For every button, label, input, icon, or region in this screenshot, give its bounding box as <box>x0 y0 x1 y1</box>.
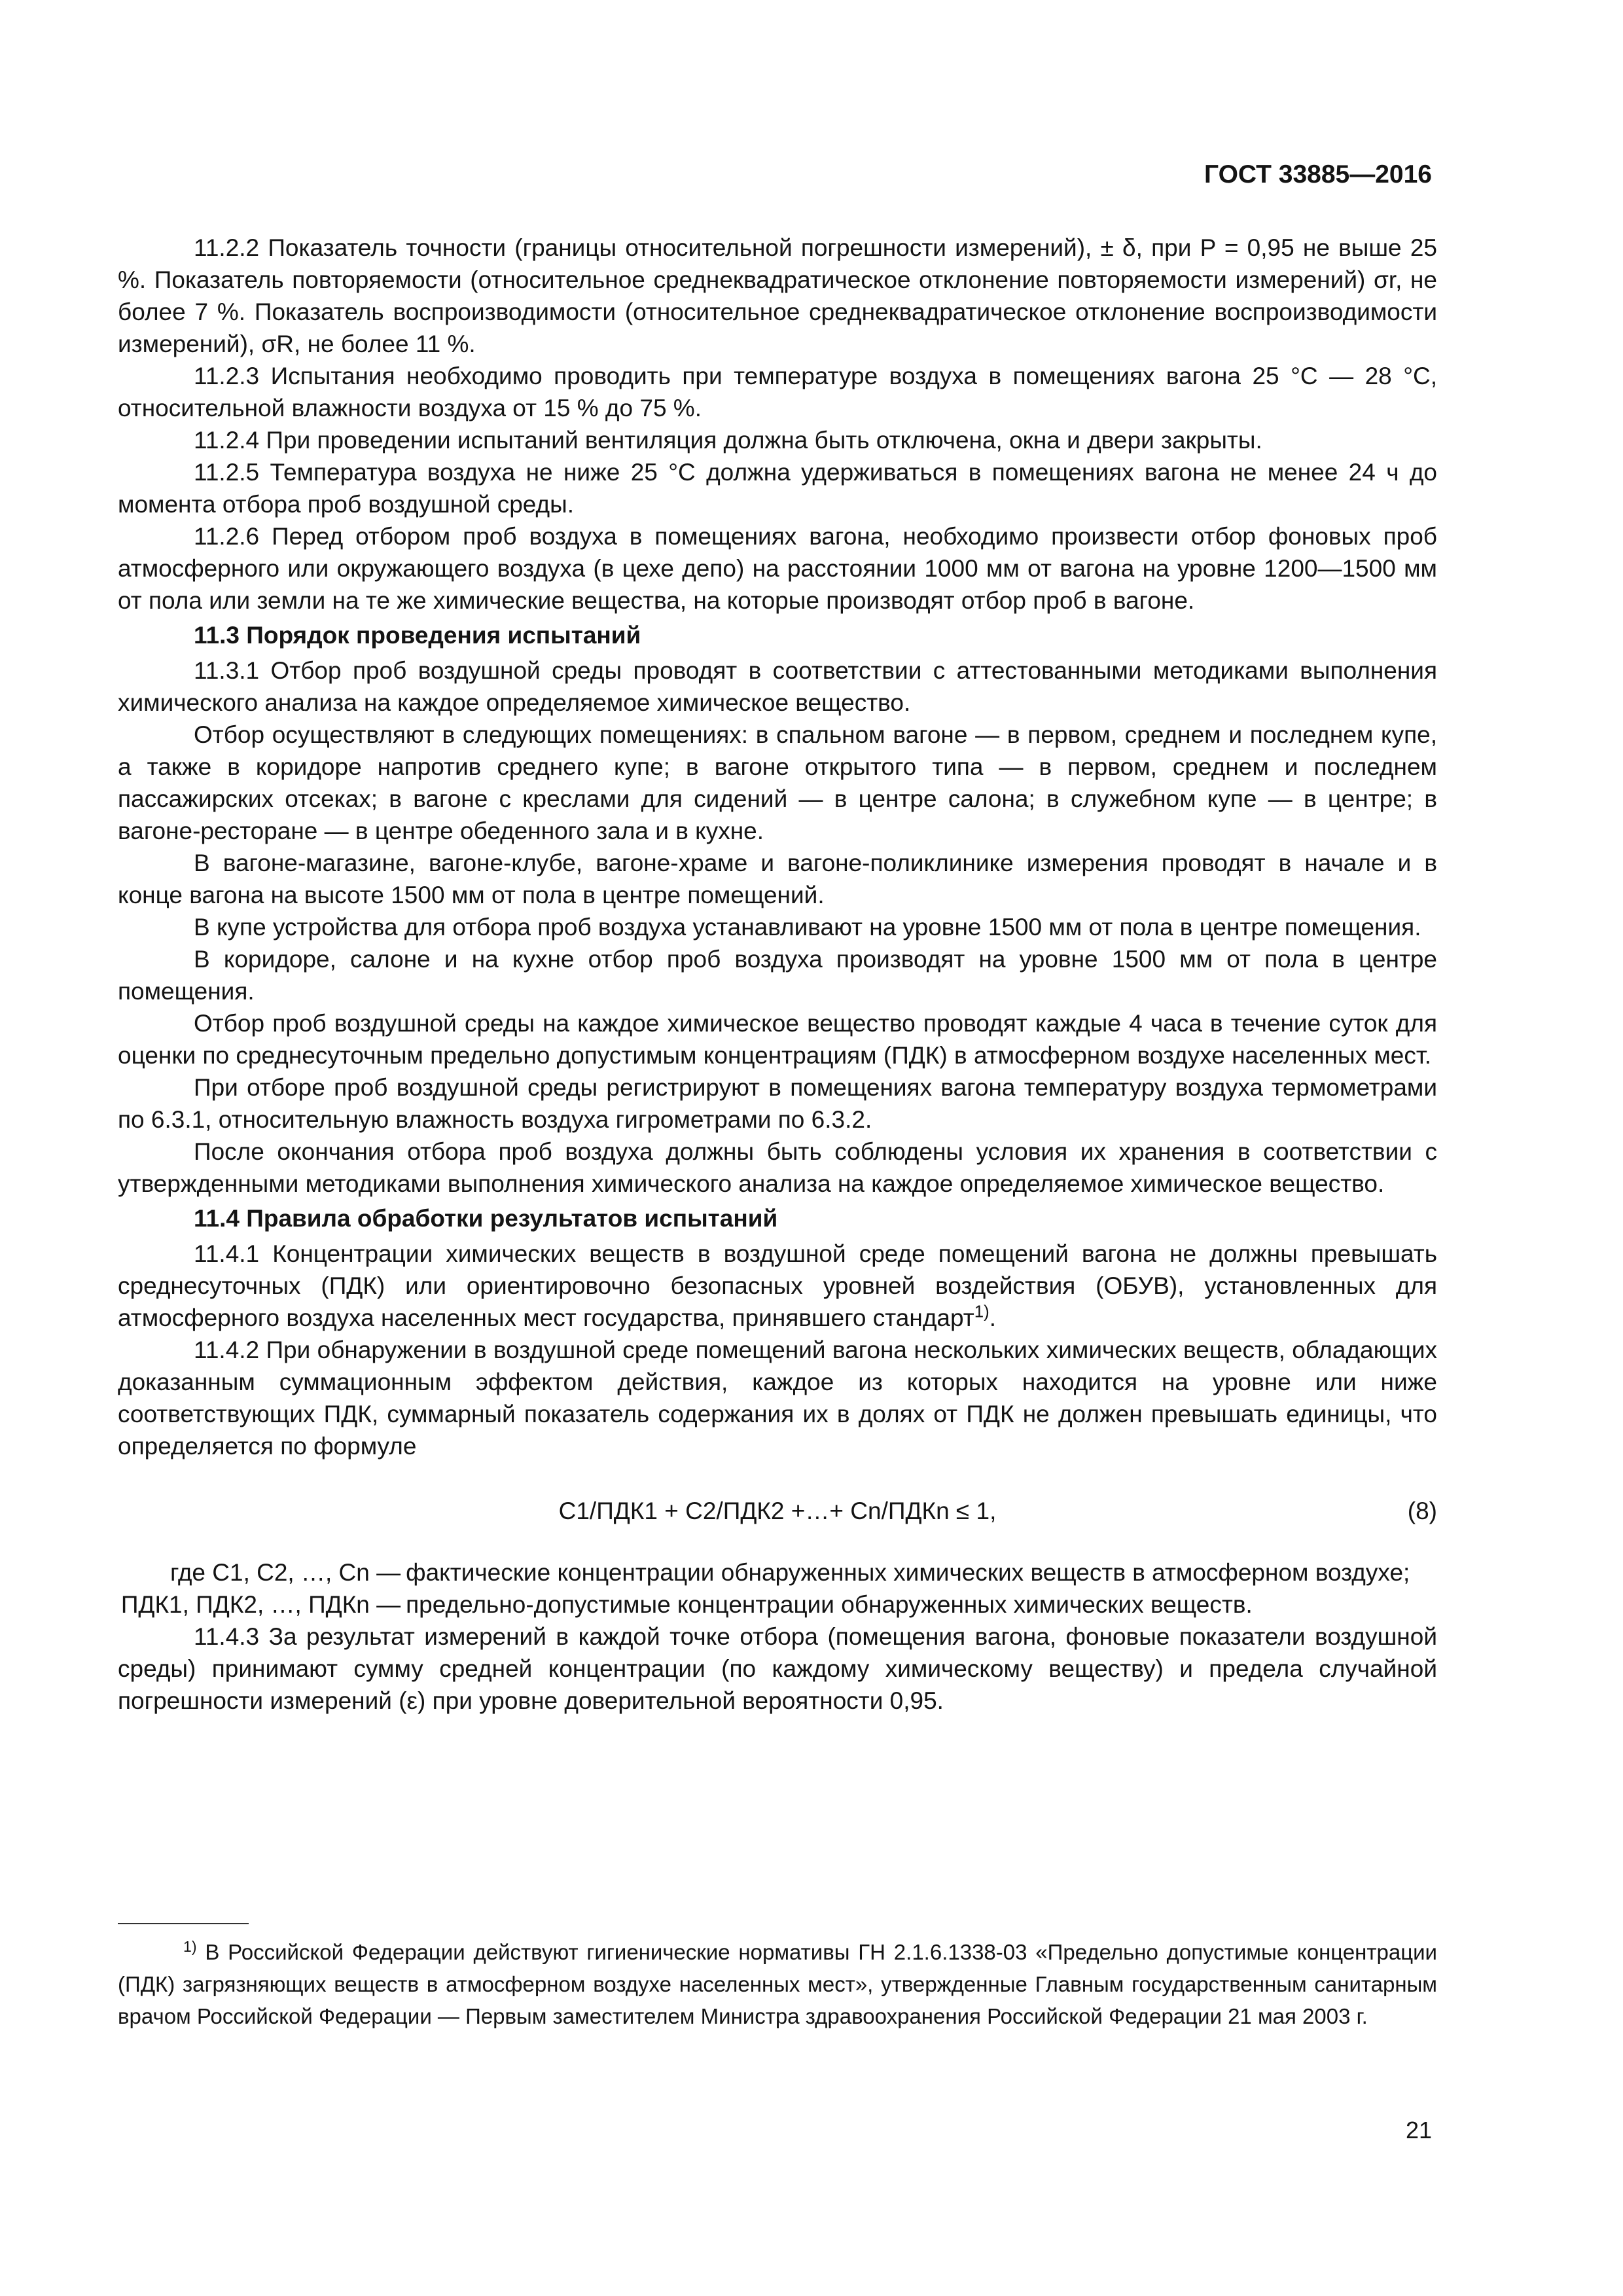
formula-legend <box>118 1556 1437 1621</box>
paragraph-shop-car: В вагоне-магазине, вагоне-клубе, вагоне-храме и вагоне-поликлинике измерения проводят в начале и в конце вагона на высоте 1500 мм от пола в центре помещений. <box>118 850 1437 908</box>
paragraph-11-2-2: 11.2.2 Показатель точности (границы относительной погрешности измерений), ± δ, при P = 0,95 не выше 25 %. Показатель повторяемости (относительное среднеквадратическое отклонение повторяемости измерений) σr, не более 7 %. Показатель воспроизводимости (относительное среднеквадратическое отклонение воспроизводимости измерений), σR, не более 11 %. <box>118 234 1437 357</box>
paragraph-11-4-1-text: 11.4.1 Концентрации химических веществ в воздушной среде помещений вагона не должны превышать среднесуточных (ПДК) или ориентировочно безопасных уровней воздействия (ОБУВ), установленных для атмосферного воздуха населенных мест государства, принявшего стандарт <box>118 1240 1437 1331</box>
paragraph-11-4-1 <box>118 1238 1437 1334</box>
paragraph-11-4-3: 11.4.3 За результат измерений в каждой точке отбора (помещения вагона, фоновые показатели воздушной среды) принимают сумму средней концентрации (по каждому химическому веществу) и предела случайной погрешности измерений (ε) при уровне доверительной вероятности 0,95. <box>118 1623 1437 1714</box>
paragraph-11-2-4: 11.2.4 При проведении испытаний вентиляция должна быть отключена, окна и двери закрыты. <box>194 427 1262 454</box>
legend-text-pdk: предельно-допустимые концентрации обнаруженных химических веществ. <box>406 1591 1253 1618</box>
formula-expression: C1/ПДК1 + C2/ПДК2 +…+ Cn/ПДКn ≤ 1, <box>558 1498 997 1524</box>
paragraph-after-sampling: После окончания отбора проб воздуха должны быть соблюдены условия их хранения в соответствии с утвержденными методиками выполнения химического анализа на каждое определяемое химическое вещество. <box>118 1138 1437 1197</box>
paragraph-corridor: В коридоре, салоне и на кухне отбор проб воздуха производят на уровне 1500 мм от пола в центре помещения. <box>118 946 1437 1005</box>
legend-text-c: фактические концентрации обнаруженных химических веществ в атмосферном воздухе; <box>406 1559 1410 1586</box>
footnote-text-block <box>118 1936 1437 2032</box>
paragraph-registration: При отборе проб воздушной среды регистрируют в помещениях вагона температуру воздуха термометрами по 6.3.1, относительную влажность воздуха гигрометрами по 6.3.2. <box>118 1074 1437 1133</box>
legend-symbol-pdk: ПДК1, ПДК2, …, ПДКn — <box>120 1591 401 1618</box>
footnote-divider <box>118 1923 249 1924</box>
legend-symbol-c: где C1, C2, …, Cn — <box>170 1559 401 1586</box>
footnote-marker: 1) <box>183 1938 197 1955</box>
section-heading-11-4: 11.4 Правила обработки результатов испытаний <box>194 1205 778 1232</box>
footnote-reference: 1) <box>974 1302 990 1321</box>
page-number: 21 <box>1405 2117 1432 2144</box>
paragraph-sampling-interval: Отбор проб воздушной среды на каждое химическое вещество проводят каждые 4 часа в течение суток для оценки по среднесуточным предельно допустимым концентрациям (ПДК) в атмосферном воздухе населенных мест. <box>118 1010 1437 1069</box>
paragraph-11-4-2: 11.4.2 При обнаружении в воздушной среде помещений вагона нескольких химических веществ, обладающих доказанным суммационным эффектом действия, каждое из которых находится на уровне или ниже соответствующих ПДК, суммарный показатель содержания их в долях от ПДК не должен превышать единицы, что определяется по формуле <box>118 1336 1437 1460</box>
formula-number: (8) <box>1407 1498 1437 1524</box>
footnote-text: В Российской Федерации действуют гигиенические нормативы ГН 2.1.6.1338-03 «Предельно допустимые концентрации (ПДК) загрязняющих веществ в атмосферном воздухе населенных мест», утвержденные Главным государственным санитарным врачом Российской Федерации — Первым заместителем Министра здравоохранения Российской Федерации 21 мая 2003 г. <box>118 1940 1437 2028</box>
paragraph-11-4-1-end: . <box>989 1304 997 1331</box>
paragraph-sampling-locations: Отбор осуществляют в следующих помещениях: в спальном вагоне — в первом, среднем и последнем купе, а также в коридоре напротив среднего купе; в вагоне открытого типа — в первом, среднем и последнем пассажирских отсеках; в вагоне с креслами для сидений — в центре салона; в служебном купе — в центре; в вагоне-ресторане — в центре обеденного зала и в кухне. <box>118 721 1437 844</box>
paragraph-11-2-6: 11.2.6 Перед отбором проб воздуха в помещениях вагона, необходимо произвести отбор фоновых проб атмосферного или окружающего воздуха (в цехе депо) на расстоянии 1000 мм от вагона на уровне 1200—1500 мм от пола или земли на те же химические вещества, на которые производят отбор проб в вагоне. <box>118 523 1437 614</box>
footnote <box>118 1936 1437 2032</box>
paragraph-compartment: В купе устройства для отбора проб воздуха устанавливают на уровне 1500 мм от пола в центре помещения. <box>194 914 1421 941</box>
paragraph-11-3-1: 11.3.1 Отбор проб воздушной среды проводят в соответствии с аттестованными методиками выполнения химического анализа на каждое определяемое химическое вещество. <box>118 657 1437 716</box>
paragraph-11-2-3: 11.2.3 Испытания необходимо проводить при температуре воздуха в помещениях вагона 25 °С — 28 °С, относительной влажности воздуха от 15 % до 75 %. <box>118 363 1437 422</box>
document-body <box>118 232 1437 1717</box>
formula-block <box>118 1492 1437 1532</box>
section-heading-11-3: 11.3 Порядок проведения испытаний <box>194 622 641 649</box>
paragraph-11-2-5: 11.2.5 Температура воздуха не ниже 25 °С должна удерживаться в помещениях вагона не менее 24 ч до момента отбора проб воздушной среды. <box>118 459 1437 518</box>
document-header: ГОСТ 33885—2016 <box>1204 160 1432 188</box>
